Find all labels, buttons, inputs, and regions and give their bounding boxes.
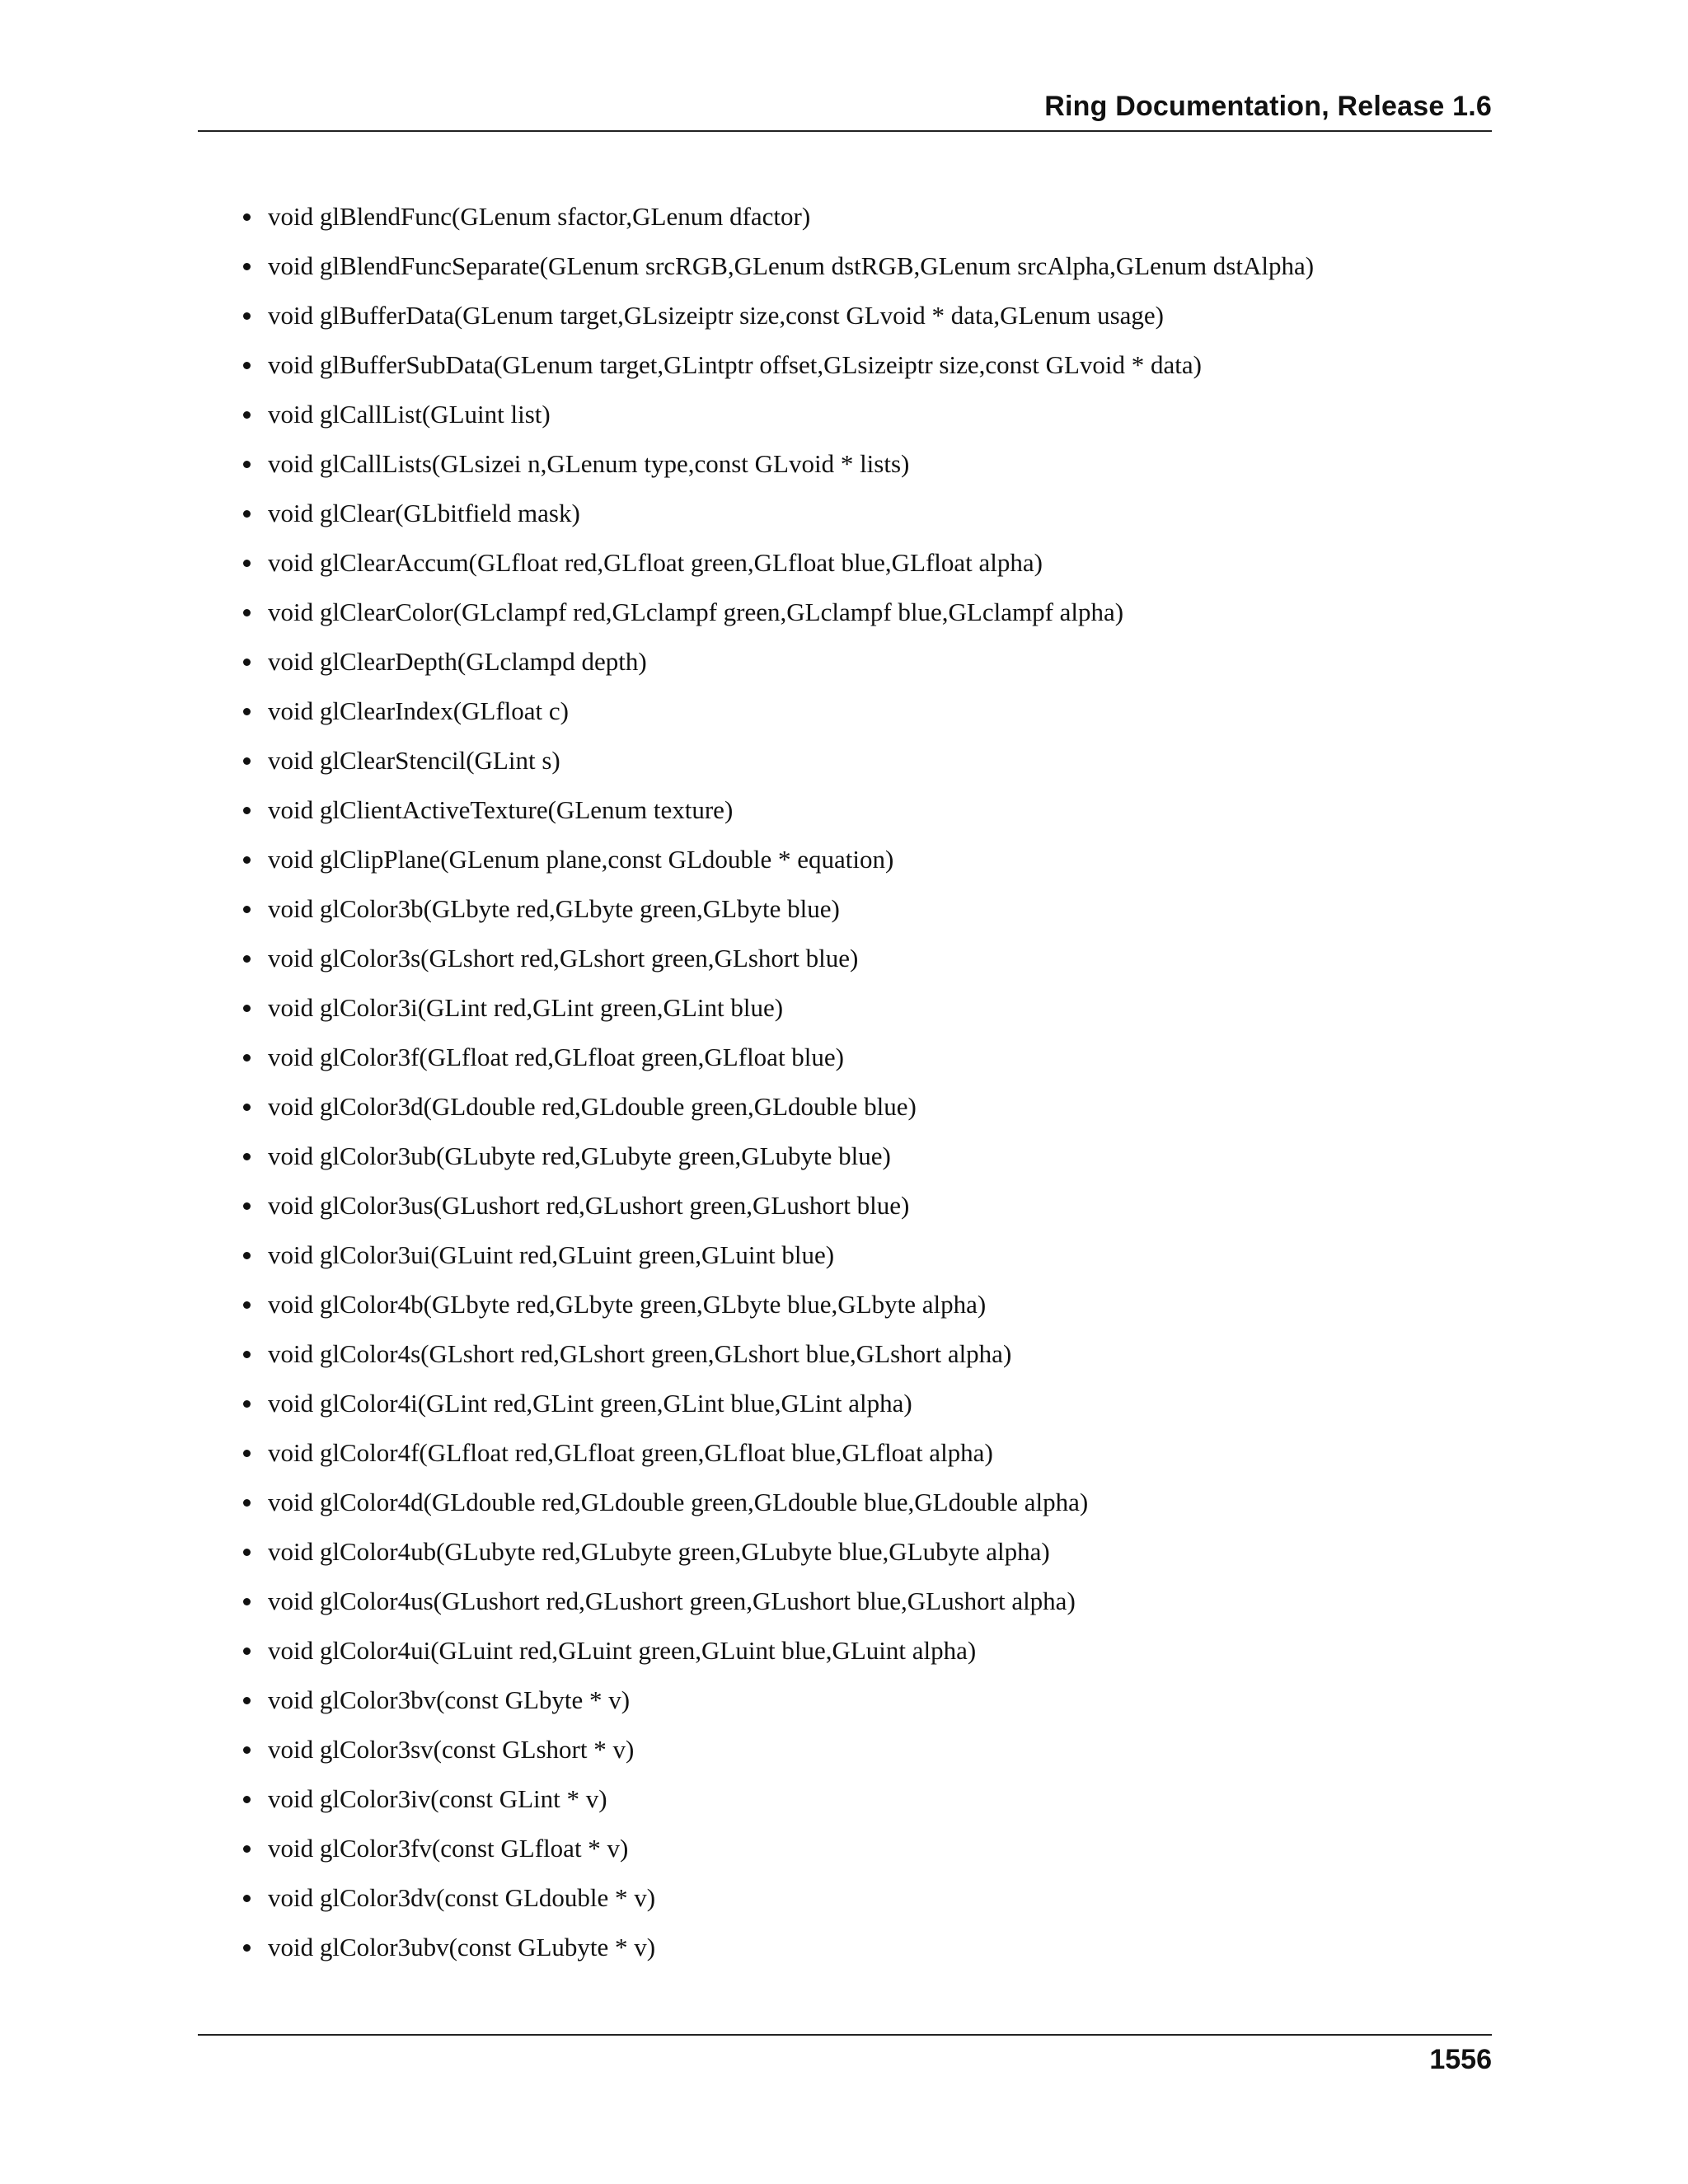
bullet-icon (243, 1054, 251, 1062)
list-item (243, 1927, 1479, 1976)
list-item (243, 1877, 1479, 1927)
list-item (243, 691, 1479, 740)
function-signature: void glColor3fv(const GLfloat * v) (268, 1834, 629, 1863)
bullet-icon (243, 1647, 251, 1655)
bullet-icon (243, 1104, 251, 1111)
bullet-icon (243, 1005, 251, 1012)
list-item (243, 987, 1479, 1037)
bullet-icon (243, 510, 251, 518)
function-signature: void glClearDepth(GLclampd depth) (268, 647, 647, 676)
bullet-icon (243, 1450, 251, 1457)
bullet-icon (243, 1252, 251, 1259)
function-signature: void glBufferSubData(GLenum target,GLintptr offset,GLsizeiptr size,const GLvoid * data) (268, 350, 1202, 379)
list-item (243, 1729, 1479, 1779)
list-item (243, 394, 1479, 443)
list-item (243, 1432, 1479, 1482)
list-item (243, 1185, 1479, 1235)
bullet-icon (243, 856, 251, 864)
bullet-icon (243, 757, 251, 765)
bullet-icon (243, 312, 251, 320)
function-signature: void glColor4ub(GLubyte red,GLubyte green,GLubyte blue,GLubyte alpha) (268, 1537, 1050, 1566)
bullet-icon (243, 1301, 251, 1309)
function-signature: void glColor4i(GLint red,GLint green,GLint blue,GLint alpha) (268, 1389, 912, 1418)
list-item (243, 839, 1479, 888)
function-signature: void glColor4b(GLbyte red,GLbyte green,GLbyte blue,GLbyte alpha) (268, 1290, 987, 1319)
bullet-icon (243, 1697, 251, 1704)
bullet-icon (243, 1549, 251, 1556)
page-header (198, 86, 1492, 132)
list-item (243, 542, 1479, 592)
list-item (243, 1086, 1479, 1136)
bullet-icon (243, 1400, 251, 1408)
bullet-icon (243, 906, 251, 913)
list-item (243, 790, 1479, 839)
list-item (243, 1828, 1479, 1877)
function-signature: void glClearAccum(GLfloat red,GLfloat green,GLfloat blue,GLfloat alpha) (268, 548, 1043, 577)
function-signature: void glBlendFunc(GLenum sfactor,GLenum dfactor) (268, 202, 811, 231)
bullet-icon (243, 1944, 251, 1952)
list-item (243, 740, 1479, 790)
list-item (243, 344, 1479, 394)
list-item (243, 1235, 1479, 1284)
function-signature: void glCallList(GLuint list) (268, 400, 551, 429)
bullet-icon (243, 609, 251, 616)
list-item (243, 888, 1479, 938)
function-signature: void glClearIndex(GLfloat c) (268, 696, 569, 725)
list-item (243, 493, 1479, 542)
document-title: Ring Documentation, Release 1.6 (1044, 91, 1492, 122)
bullet-icon (243, 411, 251, 419)
function-signature: void glColor3dv(const GLdouble * v) (268, 1883, 656, 1912)
bullet-icon (243, 560, 251, 567)
function-signature: void glColor3bv(const GLbyte * v) (268, 1685, 631, 1714)
bullet-icon (243, 263, 251, 270)
function-signature: void glColor3ui(GLuint red,GLuint green,GLuint blue) (268, 1240, 835, 1269)
bullet-icon (243, 362, 251, 369)
bullet-icon (243, 1351, 251, 1358)
list-item (243, 938, 1479, 987)
list-item (243, 246, 1479, 295)
function-list (243, 196, 1479, 1976)
list-item (243, 1136, 1479, 1185)
function-signature: void glColor4f(GLfloat red,GLfloat green,GLfloat blue,GLfloat alpha) (268, 1438, 993, 1467)
function-signature: void glClipPlane(GLenum plane,const GLdouble * equation) (268, 845, 894, 874)
function-signature: void glColor3b(GLbyte red,GLbyte green,GLbyte blue) (268, 894, 840, 923)
page-number: 1556 (1429, 2044, 1492, 2075)
bullet-icon (243, 1153, 251, 1160)
function-signature: void glColor4ui(GLuint red,GLuint green,GLuint blue,GLuint alpha) (268, 1636, 977, 1665)
bullet-icon (243, 1202, 251, 1210)
bullet-icon (243, 807, 251, 814)
list-item (243, 641, 1479, 691)
function-signature: void glColor3us(GLushort red,GLushort green,GLushort blue) (268, 1191, 910, 1220)
list-item (243, 1680, 1479, 1729)
function-signature: void glClear(GLbitfield mask) (268, 499, 580, 527)
bullet-icon (243, 213, 251, 221)
bullet-icon (243, 1895, 251, 1902)
function-signature: void glClearStencil(GLint s) (268, 746, 560, 775)
function-signature: void glBufferData(GLenum target,GLsizeiptr size,const GLvoid * data,GLenum usage) (268, 301, 1164, 330)
list-item (243, 443, 1479, 493)
list-item (243, 1581, 1479, 1630)
function-signature: void glColor3sv(const GLshort * v) (268, 1735, 635, 1764)
function-signature: void glColor3s(GLshort red,GLshort green,GLshort blue) (268, 944, 859, 972)
list-item (243, 1531, 1479, 1581)
list-item (243, 1037, 1479, 1086)
function-signature: void glColor4s(GLshort red,GLshort green,GLshort blue,GLshort alpha) (268, 1339, 1012, 1368)
bullet-icon (243, 1746, 251, 1754)
list-item (243, 196, 1479, 246)
list-item (243, 1779, 1479, 1828)
bullet-icon (243, 955, 251, 963)
function-signature: void glColor3iv(const GLint * v) (268, 1784, 607, 1813)
page-footer (198, 2034, 1492, 2093)
function-signature: void glColor3f(GLfloat red,GLfloat green,GLfloat blue) (268, 1043, 844, 1071)
bullet-icon (243, 461, 251, 468)
bullet-icon (243, 658, 251, 666)
function-signature: void glColor3ub(GLubyte red,GLubyte green,GLubyte blue) (268, 1141, 891, 1170)
function-signature: void glCallLists(GLsizei n,GLenum type,const GLvoid * lists) (268, 449, 910, 478)
function-signature: void glClientActiveTexture(GLenum texture) (268, 795, 734, 824)
function-signature: void glColor4us(GLushort red,GLushort green,GLushort blue,GLushort alpha) (268, 1586, 1076, 1615)
bullet-icon (243, 1499, 251, 1507)
list-item (243, 1482, 1479, 1531)
list-item (243, 295, 1479, 344)
list-item (243, 1284, 1479, 1333)
bullet-icon (243, 1796, 251, 1803)
function-signature: void glColor3ubv(const GLubyte * v) (268, 1933, 656, 1961)
list-item (243, 1333, 1479, 1383)
function-signature: void glBlendFuncSeparate(GLenum srcRGB,GLenum dstRGB,GLenum srcAlpha,GLenum dstAlpha) (268, 251, 1315, 280)
function-signature: void glClearColor(GLclampf red,GLclampf green,GLclampf blue,GLclampf alpha) (268, 598, 1124, 626)
bullet-icon (243, 1598, 251, 1605)
function-signature: void glColor3d(GLdouble red,GLdouble green,GLdouble blue) (268, 1092, 917, 1121)
list-item (243, 1630, 1479, 1680)
function-signature: void glColor4d(GLdouble red,GLdouble green,GLdouble blue,GLdouble alpha) (268, 1488, 1089, 1516)
list-item (243, 1383, 1479, 1432)
list-item (243, 592, 1479, 641)
bullet-icon (243, 1845, 251, 1853)
function-signature: void glColor3i(GLint red,GLint green,GLint blue) (268, 993, 784, 1022)
bullet-icon (243, 708, 251, 715)
